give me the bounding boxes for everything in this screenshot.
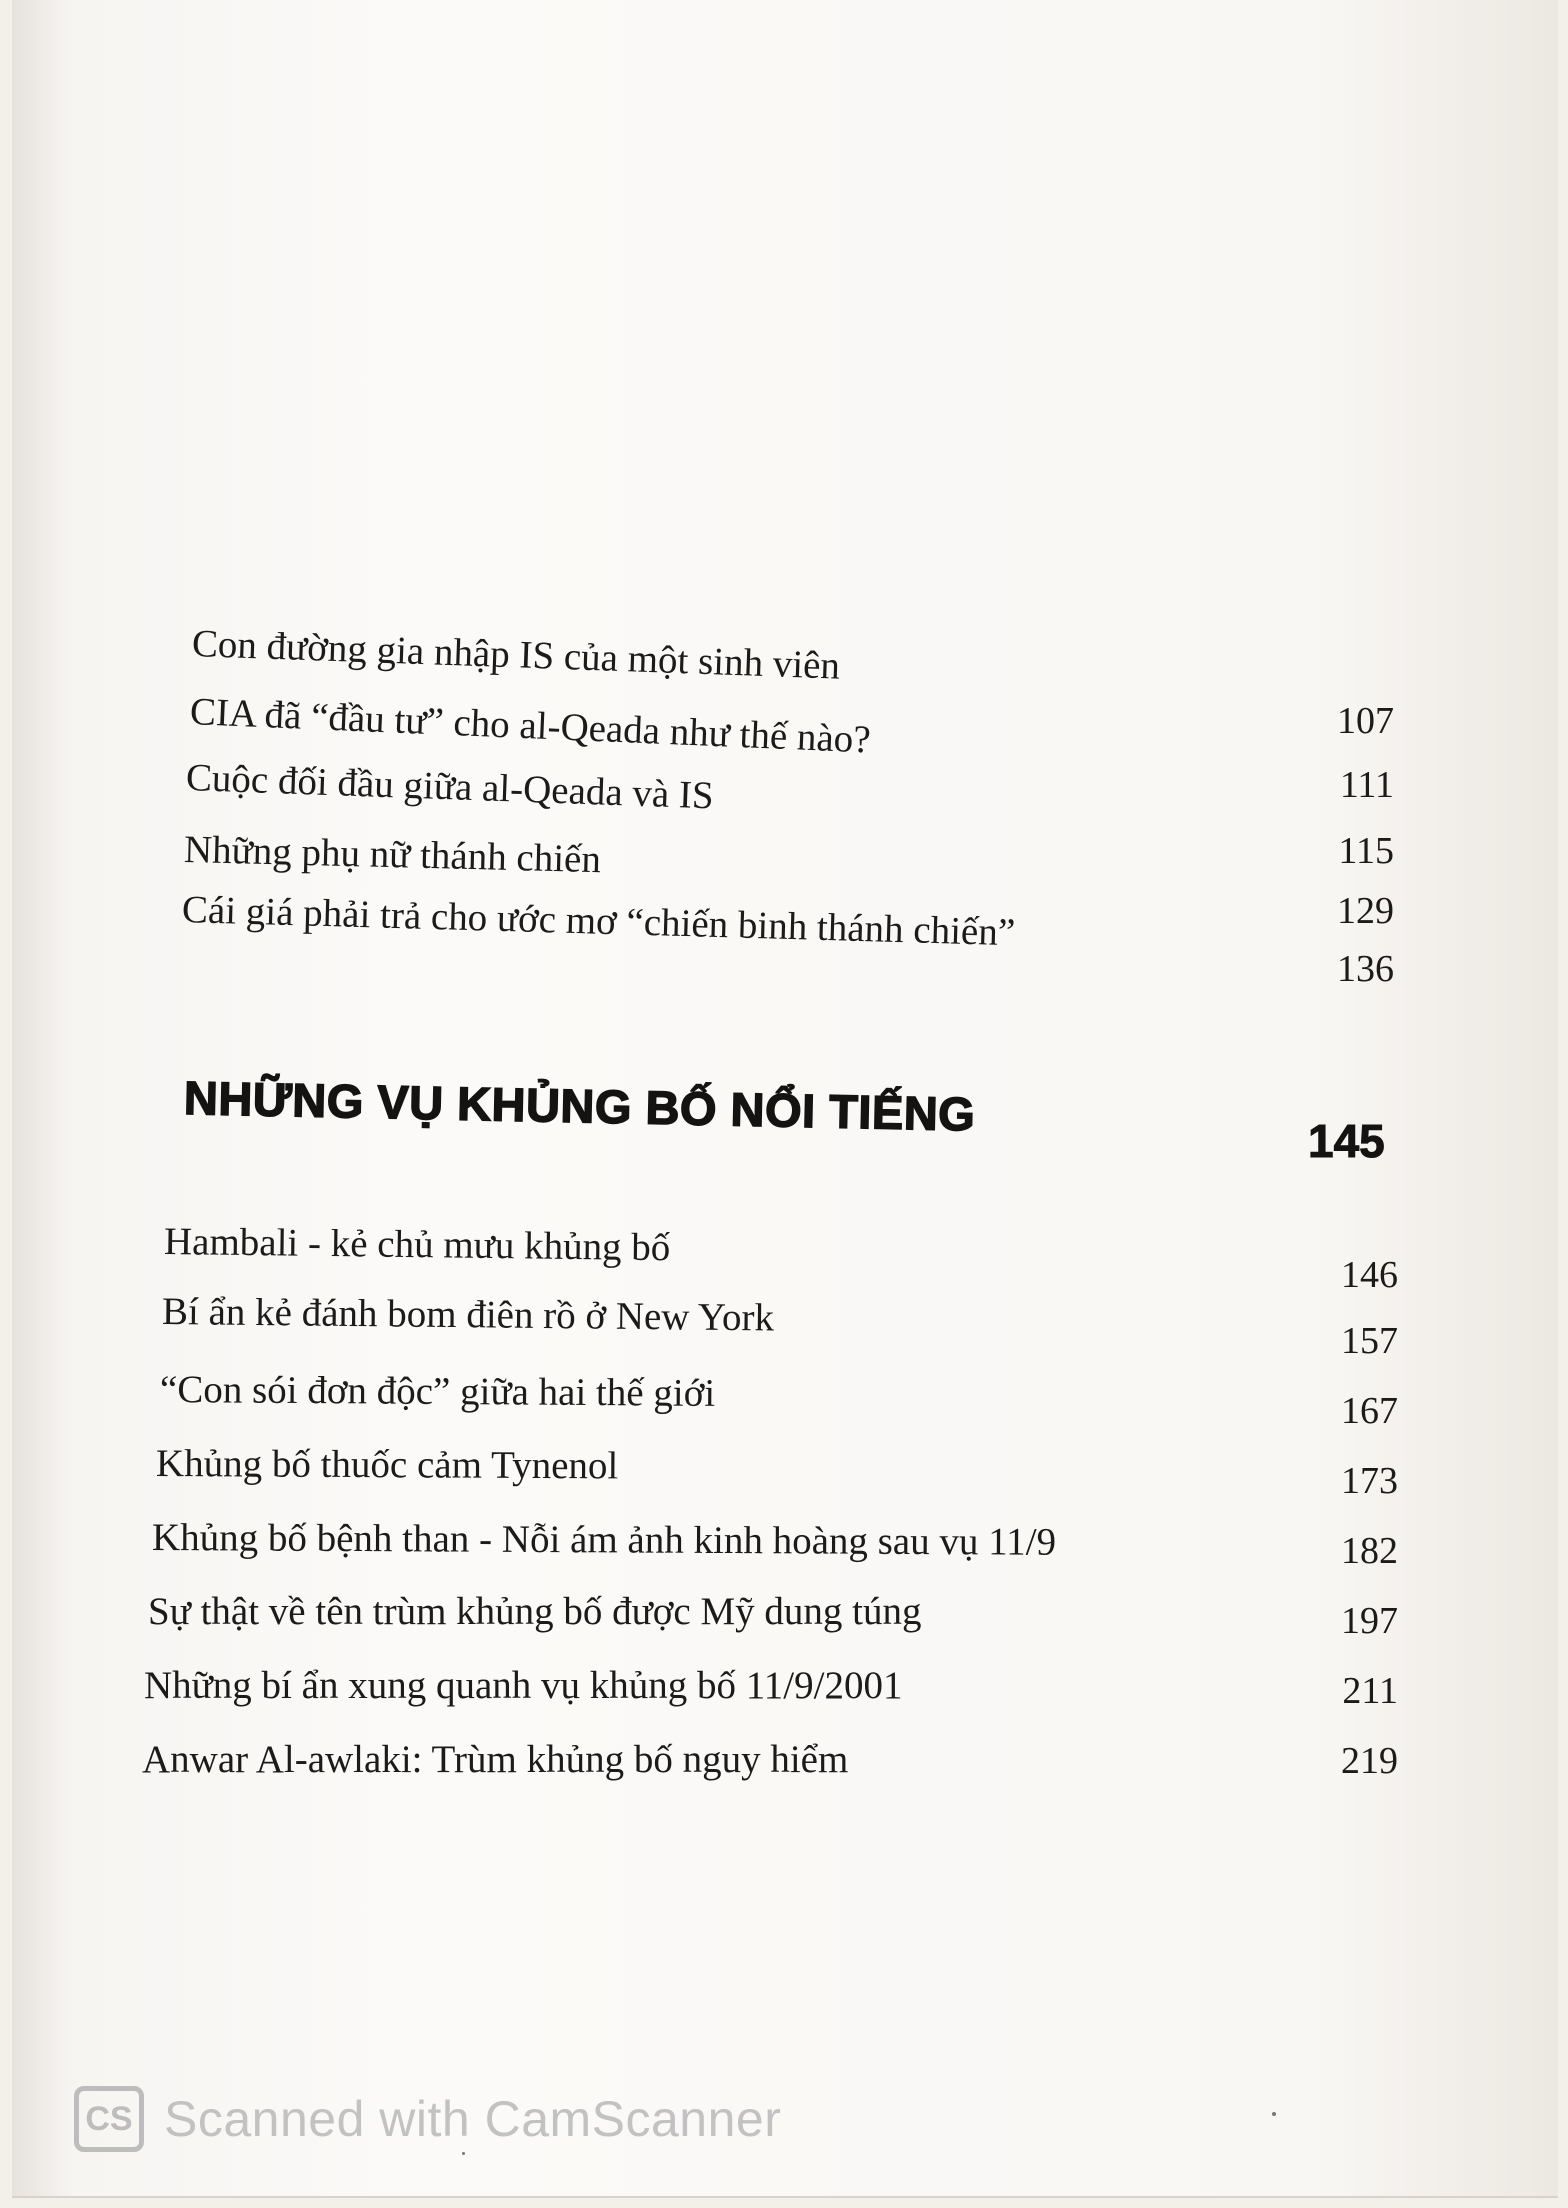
toc-entry-title: Hambali - kẻ chủ mưu khủng bố: [163, 1220, 671, 1270]
toc-entry-title: Anwar Al-awlaki: Trùm khủng bố nguy hiểm: [142, 1738, 849, 1781]
toc-entry-title: Khủng bố thuốc cảm Tynenol: [155, 1442, 619, 1488]
toc-entry-page: 115: [1338, 830, 1394, 872]
camscanner-watermark: [74, 2084, 781, 2154]
book-page: [12, 0, 1558, 2198]
toc-entry-title: Khủng bố bệnh than - Nỗi ám ảnh kinh hoàng sau vụ 11/9: [151, 1516, 1057, 1564]
toc-entry-page: 173: [1341, 1460, 1398, 1502]
toc-entry-title: “Con sói đơn độc” giữa hai thế giới: [159, 1368, 716, 1415]
toc-entry-title: Những bí ẩn xung quanh vụ khủng bố 11/9/2001: [144, 1664, 903, 1707]
toc-entry-page: 111: [1339, 764, 1394, 806]
toc-entry-page: 182: [1341, 1530, 1398, 1572]
bleed-through-colophon: [332, 1820, 1392, 2080]
bleed-through-title: [592, 260, 1072, 520]
section-heading: NHỮNG VỤ KHỦNG BỐ NỔI TIẾNG: [183, 1071, 976, 1141]
toc-entry-title: Bí ẩn kẻ đánh bom điên rồ ở New York: [161, 1290, 775, 1340]
section-page-number: 145: [1308, 1115, 1385, 1167]
toc-entry-page: 136: [1337, 948, 1394, 990]
toc-entry-page: 157: [1341, 1320, 1398, 1362]
toc-entry-page: 129: [1337, 890, 1394, 932]
camscanner-logo-icon: CS: [74, 2086, 144, 2152]
toc-entry-title: CIA đã “đầu tư” cho al-Qeada như thế nào?: [189, 690, 872, 762]
toc-entry-page: 107: [1337, 700, 1394, 742]
toc-entry-title: Sự thật về tên trùm khủng bố được Mỹ dung túng: [148, 1590, 922, 1633]
toc-entry-page: 197: [1341, 1600, 1398, 1642]
toc-entry-page: 219: [1341, 1740, 1398, 1782]
toc-entry-title: Cuộc đối đầu giữa al-Qeada và IS: [185, 756, 715, 818]
toc-entry-page: 167: [1341, 1390, 1398, 1432]
toc-entry-title: Con đường gia nhập IS của một sinh viên: [191, 622, 841, 688]
toc-entry-title: Cái giá phải trả cho ước mơ “chiến binh thánh chiến”: [181, 888, 1016, 955]
toc-entry-page: 146: [1341, 1254, 1398, 1296]
speck: [1272, 2112, 1276, 2116]
toc-entry-title: Những phụ nữ thánh chiến: [183, 828, 602, 882]
watermark-text: Scanned with CamScanner: [164, 2091, 782, 2147]
toc-entry-page: 211: [1342, 1670, 1398, 1712]
bleed-through-header: [712, 110, 942, 210]
